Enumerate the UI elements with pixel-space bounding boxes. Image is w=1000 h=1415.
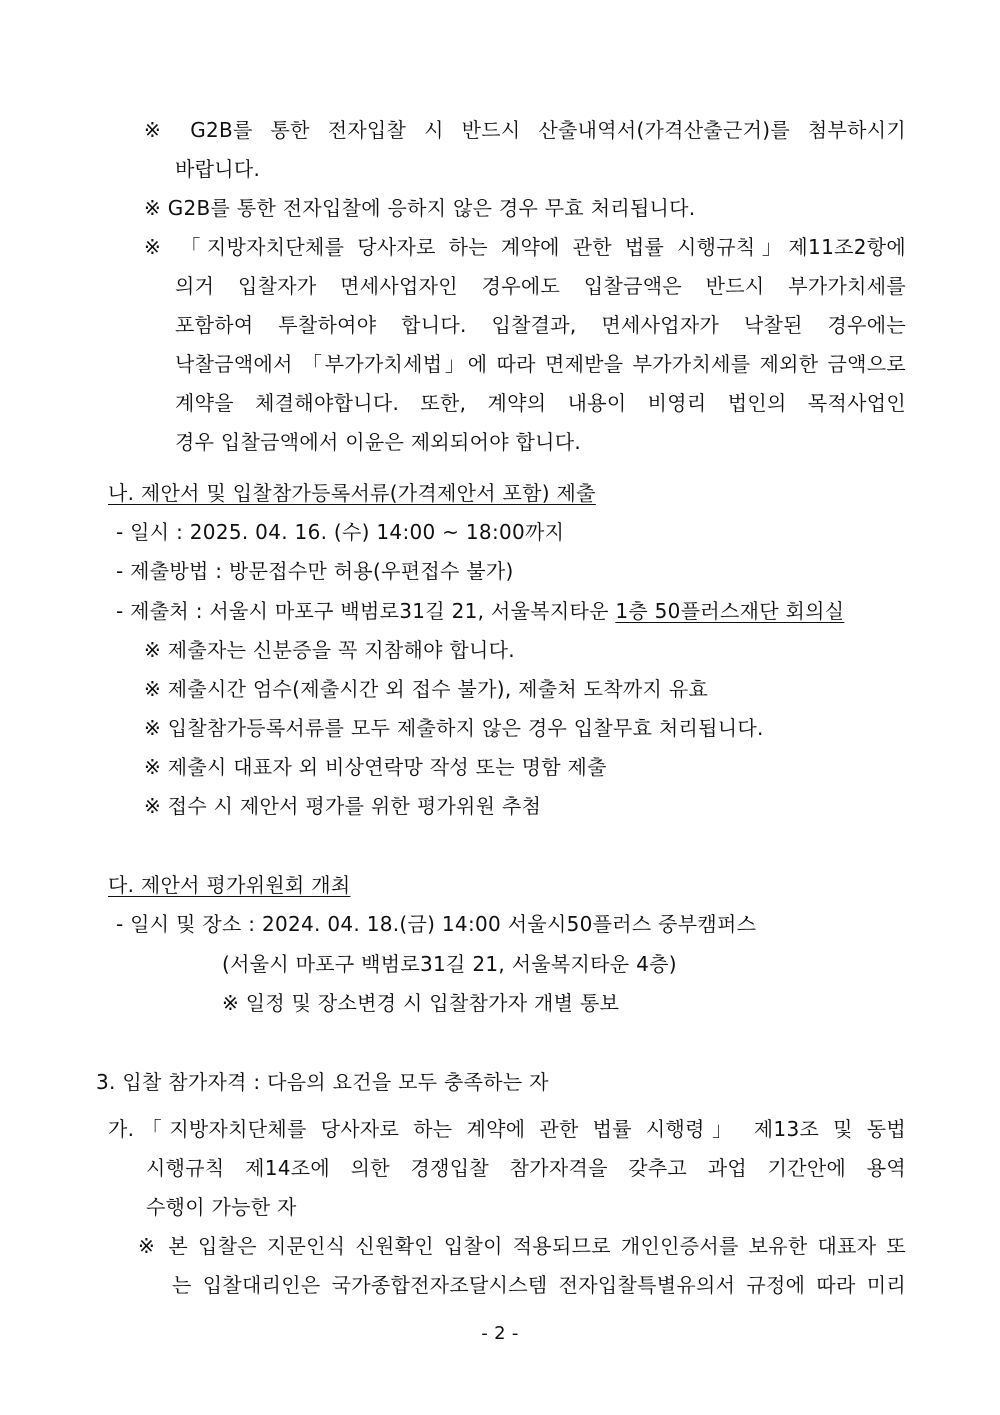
notice-vat-line6: 경우 입찰금액에서 이윤은 제외되어야 합니다. (175, 430, 582, 454)
notice-g2b-invalid: ※ G2B를 통한 전자입찰에 응하지 않은 경우 무효 처리됩니다. (144, 196, 696, 220)
notice-submission-deadline: ※ 제출시간 엄수(제출시간 외 접수 불가), 제출처 도착까지 유효 (144, 677, 709, 701)
submission-place-room: 1층 50플러스재단 회의실 (615, 599, 845, 623)
notice-emergency-contact: ※ 제출시 대표자 외 비상연락망 작성 또는 명함 제출 (144, 755, 607, 779)
eligibility-ga-line2: 시행규칙 제14조에 의한 경쟁입찰 참가자격을 갖추고 과업 기간안에 용역 (146, 1156, 906, 1180)
notice-fingerprint-line2: 는 입찰대리인은 국가종합전자조달시스템 전자입찰특별유의서 규정에 따라 미리 (172, 1273, 906, 1297)
notice-bring-id: ※ 제출자는 신분증을 꼭 지참해야 합니다. (144, 638, 515, 662)
submission-method: - 제출방법 : 방문접수만 허용(우편접수 불가) (116, 559, 514, 583)
notice-g2b-estimate-line2: 바랍니다. (175, 157, 261, 181)
notice-missing-documents: ※ 입찰참가등록서류를 모두 제출하지 않은 경우 입찰무효 처리됩니다. (144, 716, 764, 740)
notice-vat-line5: 계약을 체결해야합니다. 또한, 계약의 내용이 비영리 법인의 목적사업인 (175, 391, 906, 415)
notice-vat-line3: 포함하여 투찰하여야 합니다. 입찰결과, 면세사업자가 낙찰된 경우에는 (175, 313, 906, 337)
notice-vat-line4: 낙찰금액에서 「부가가치세법」에 따라 면제받을 부가가치세를 제외한 금액으로 (175, 352, 906, 376)
committee-address: (서울시 마포구 백범로31길 21, 서울복지타운 4층) (222, 952, 677, 976)
notice-vat-line2: 의거 입찰자가 면세사업자인 경우에도 입찰금액은 반드시 부가가치세를 (175, 274, 906, 298)
notice-evaluator-draw: ※ 접수 시 제안서 평가를 위한 평가위원 추첨 (144, 794, 542, 818)
section-3-heading: 3. 입찰 참가자격 : 다음의 요건을 모두 충족하는 자 (96, 1070, 549, 1094)
page-number: - 2 - (481, 1323, 519, 1344)
notice-fingerprint-line1: ※ 본 입찰은 지문인식 신원확인 입찰이 적용되므로 개인인증서를 보유한 대표자 또 (138, 1234, 906, 1258)
section-da-heading: 다. 제안서 평가위원회 개최 (108, 873, 351, 897)
eligibility-ga-line1: 가.「지방자치단체를 당사자로 하는 계약에 관한 법률 시행령」 제13조 및 동법 (108, 1117, 906, 1141)
submission-place (116, 598, 844, 624)
committee-datetime-place: - 일시 및 장소 : 2024. 04. 18.(금) 14:00 서울시50플러스 중부캠퍼스 (116, 912, 757, 936)
eligibility-ga-line3: 수행이 가능한 자 (146, 1195, 297, 1219)
submission-place-address: - 제출처 : 서울시 마포구 백범로31길 21, 서울복지타운 (116, 599, 616, 623)
notice-schedule-change: ※ 일정 및 장소변경 시 입찰참가자 개별 통보 (222, 991, 620, 1015)
section-na-heading: 나. 제안서 및 입찰참가등록서류(가격제안서 포함) 제출 (108, 481, 596, 505)
notice-vat-line1: ※ 「지방자치단체를 당사자로 하는 계약에 관한 법률 시행규칙」제11조2항에 (144, 235, 906, 259)
notice-g2b-estimate-line1: ※ G2B를 통한 전자입찰 시 반드시 산출내역서(가격산출근거)를 첨부하시기 (144, 118, 906, 142)
submission-date: - 일시 : 2025. 04. 16. (수) 14:00 ~ 18:00까지 (116, 520, 565, 544)
